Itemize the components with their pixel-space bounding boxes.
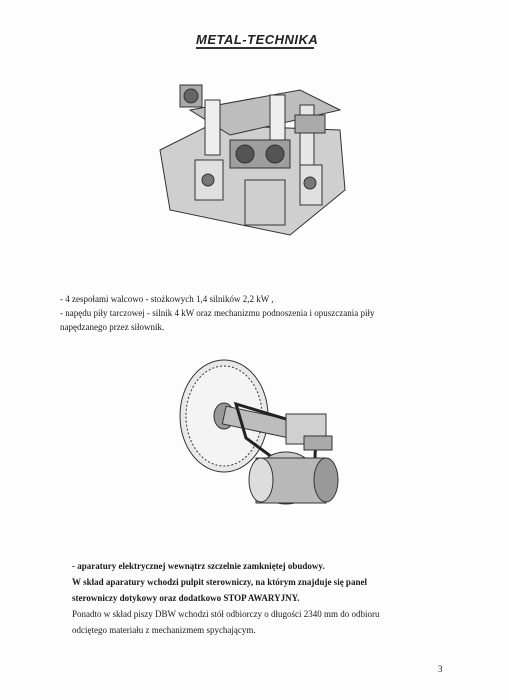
machine-illustration-top [150,70,350,240]
electric-line-1: - aparatury elektrycznej wewnątrz szczelnie zamkniętej obudowy. [72,561,325,571]
spec-line-3: napędzanego przez siłownik. [60,322,165,332]
company-logo: METAL-TECHNIKA [196,32,319,47]
electric-line-3: sterowniczy dotykowy oraz dodatkowo STOP AWARYJNY. [72,593,300,603]
spec-line-1: - 4 zespołami walcowo - stożkowych 1,4 silników 2,2 kW , [60,294,274,304]
spec-line-2: - napędu piły tarczowej - silnik 4 kW oraz mechanizmu podnoszenia i opuszczania piły [60,308,375,318]
electric-line-2: W skład aparatury wchodzi pulpit sterowniczy, na którym znajduje się panel [72,577,367,587]
electric-line-4: Ponadto w skład piszy DBW wchodzi stół odbiorczy o długości 2340 mm do odbioru [72,609,380,619]
page-number: 3 [438,664,443,674]
electric-line-5: odciętego materiału z mechanizmem spychającym. [72,625,256,635]
logo-underline [196,47,314,49]
saw-illustration [176,358,352,522]
